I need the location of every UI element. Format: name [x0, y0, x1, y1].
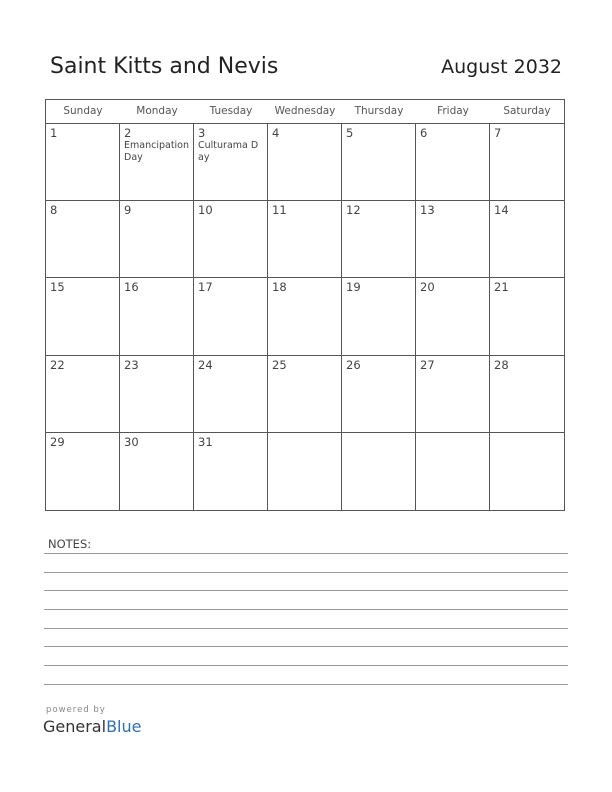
weekday-header-friday: Friday — [416, 100, 490, 124]
day-number: 2 — [124, 126, 132, 140]
day-number: 22 — [50, 357, 65, 372]
day-cell-17 — [194, 278, 268, 355]
day-cell-15 — [46, 278, 120, 355]
day-number: 9 — [124, 203, 132, 218]
day-number: 27 — [420, 357, 435, 372]
day-cell-29 — [46, 433, 120, 510]
note-line — [44, 684, 568, 685]
day-cell-3 — [194, 124, 268, 201]
weekday-header-thursday: Thursday — [342, 100, 416, 124]
day-number: 29 — [50, 434, 65, 449]
weekday-header-sunday: Sunday — [46, 100, 120, 124]
day-number: 28 — [494, 357, 509, 372]
day-number: 26 — [346, 357, 361, 372]
day-cell-10 — [194, 201, 268, 278]
note-line — [44, 628, 568, 629]
day-cell-31 — [194, 433, 268, 510]
day-cell-18 — [268, 278, 342, 355]
calendar-title: Saint Kitts and Nevis — [50, 54, 279, 79]
empty-day-cell — [342, 433, 416, 510]
day-cell-20 — [416, 278, 490, 355]
day-cell-26 — [342, 356, 416, 433]
day-number: 11 — [272, 203, 287, 218]
weekday-header-monday: Monday — [120, 100, 194, 124]
day-number: 7 — [494, 126, 502, 140]
day-number: 5 — [346, 126, 354, 140]
logo-text-general: General — [43, 717, 107, 736]
empty-day-cell — [416, 433, 490, 510]
holiday-label: Culturama Day — [198, 140, 259, 163]
day-cell-28 — [490, 356, 564, 433]
generalblue-logo[interactable] — [43, 717, 141, 736]
day-number: 1 — [50, 126, 58, 140]
note-line — [44, 646, 568, 647]
empty-day-cell — [490, 433, 564, 510]
month-calendar-grid — [45, 99, 565, 511]
day-number: 15 — [50, 280, 65, 295]
day-cell-19 — [342, 278, 416, 355]
day-cell-9 — [120, 201, 194, 278]
day-number: 6 — [420, 126, 428, 140]
day-cell-8 — [46, 201, 120, 278]
day-cell-1 — [46, 124, 120, 201]
holiday-label: Emancipation Day — [124, 140, 190, 163]
day-number: 12 — [346, 203, 361, 218]
day-cell-30 — [120, 433, 194, 510]
notes-label: NOTES: — [48, 537, 92, 551]
day-number: 24 — [198, 357, 213, 372]
day-number: 8 — [50, 203, 58, 218]
day-number: 25 — [272, 357, 287, 372]
day-number: 10 — [198, 203, 213, 218]
day-cell-12 — [342, 201, 416, 278]
day-cell-25 — [268, 356, 342, 433]
day-number: 20 — [420, 280, 435, 295]
note-line — [44, 665, 568, 666]
powered-by-text: powered by — [46, 705, 106, 715]
day-cell-23 — [120, 356, 194, 433]
note-line — [44, 553, 568, 554]
weekday-header-saturday: Saturday — [490, 100, 564, 124]
day-cell-6 — [416, 124, 490, 201]
day-number: 18 — [272, 280, 287, 295]
day-number: 21 — [494, 280, 509, 295]
day-number: 31 — [198, 434, 213, 449]
day-number: 30 — [124, 434, 139, 449]
day-cell-7 — [490, 124, 564, 201]
note-line — [44, 590, 568, 591]
day-cell-16 — [120, 278, 194, 355]
day-cell-14 — [490, 201, 564, 278]
weekday-header-tuesday: Tuesday — [194, 100, 268, 124]
day-cell-11 — [268, 201, 342, 278]
day-cell-22 — [46, 356, 120, 433]
day-cell-13 — [416, 201, 490, 278]
note-line — [44, 609, 568, 610]
day-cell-24 — [194, 356, 268, 433]
day-number: 13 — [420, 203, 435, 218]
day-cell-4 — [268, 124, 342, 201]
day-number: 16 — [124, 280, 139, 295]
day-number: 19 — [346, 280, 361, 295]
day-cell-21 — [490, 278, 564, 355]
day-number: 23 — [124, 357, 139, 372]
day-number: 17 — [198, 280, 213, 295]
day-cell-27 — [416, 356, 490, 433]
note-line — [44, 572, 568, 573]
empty-day-cell — [268, 433, 342, 510]
day-number: 3 — [198, 126, 206, 140]
month-label: August 2032 — [441, 56, 562, 78]
logo-text-blue: Blue — [106, 717, 142, 736]
weekday-header-wednesday: Wednesday — [268, 100, 342, 124]
day-number: 4 — [272, 126, 280, 140]
day-cell-2 — [120, 124, 194, 201]
day-cell-5 — [342, 124, 416, 201]
day-number: 14 — [494, 203, 509, 218]
